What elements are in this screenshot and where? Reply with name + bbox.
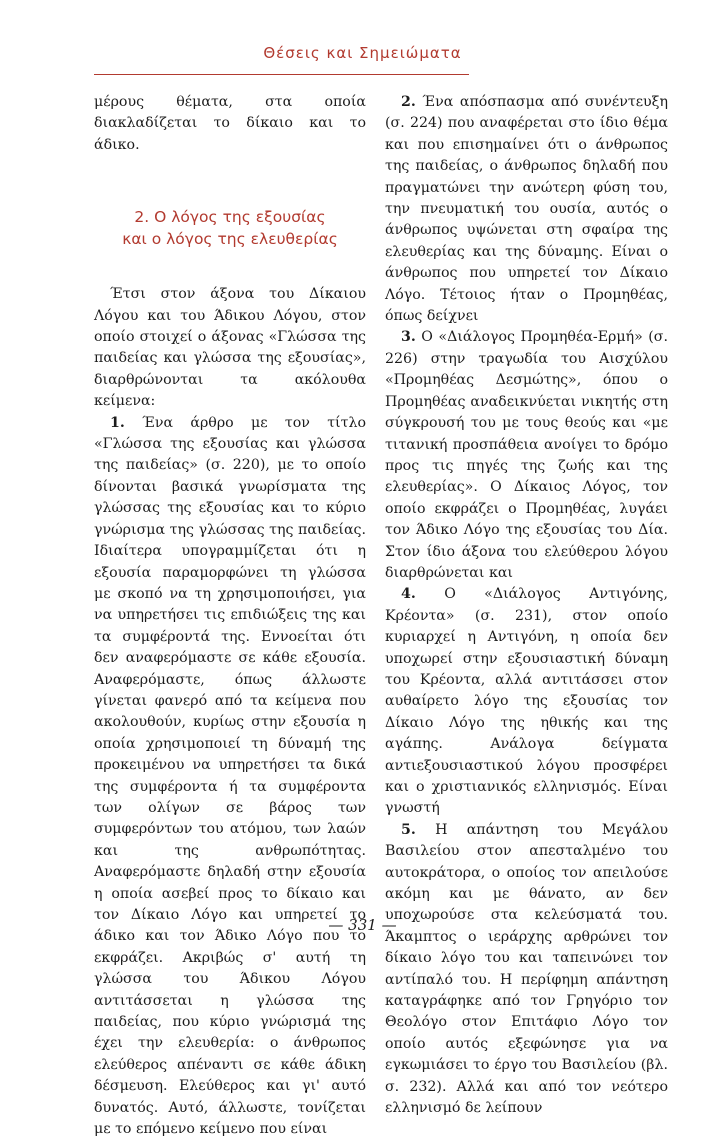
intro-paragraph: μέρους θέματα, στα οποία διακλαδίζεται το δίκαιο και το άδικο.	[94, 94, 366, 153]
list-item-5	[385, 820, 668, 1120]
list-item-3	[385, 327, 668, 584]
list-item-4-number: 4.	[401, 586, 416, 603]
section-title-line-2: και ο λόγος της ελευθερίας	[122, 230, 338, 249]
right-column	[385, 92, 668, 1120]
list-item-3-number: 3.	[401, 329, 416, 346]
section-paragraph: Έτσι στον άξονα του Δίκαιου Λόγου και του Άδικου Λόγου, στον οποίο στοιχεί ο άξονας «Γλώσσα της παιδείας και γλώσσα της εξουσίας», διαρθρώνονται τα ακόλουθα κείμενα:	[94, 286, 366, 410]
left-column	[94, 92, 366, 1140]
list-item-2	[385, 92, 668, 327]
list-item-4-text: Ο «Διάλογος Αντιγόνης, Κρέοντα» (σ. 231), στον οποίο κυριαρχεί η Αντιγόνη, η οποία δεν υποχωρεί στην εξουσιαστική δύναμη του Κρέοντα, αλλά αντιτάσσει στον αυθαίρετο λόγο της εξουσίας τον Δίκαιο Λόγο της ηθικής και της αγάπης. Ανάλογα δείγματα αντιεξουσιαστικού λόγου προσφέρει και ο χριστιανικός ελληνισμός. Είναι γνωστή	[385, 586, 668, 817]
list-item-4	[385, 584, 668, 819]
list-item-5-text: Η απάντηση του Μεγάλου Βασιλείου στον απεσταλμένο του αυτοκράτορα, ο οποίος τον απειλούσε ακόμη και με θάνατο, αν δεν υποχωρούσε στα κελεύσματά του. Άκαμπτος ο ιεράρχης αρθρώνει τον δίκαιο λόγο του και ταπεινώνει τον αντίπαλό του. Η περίφημη απάντηση καταγράφηκε από τον Γρηγόριο τον Θεολόγο στον Επιτάφιο Λόγο τον οποίο αυτός εξεφώνησε για να εγκωμιάσει το έργο του Βασιλείου (βλ. σ. 232). Αλλά και από τον νεότερο ελληνισμό δε λείπουν	[385, 821, 668, 1117]
running-header: Θέσεις και Σημειώματα	[263, 44, 462, 62]
section-title-line-1: 2. Ο λόγος της εξουσίας	[134, 208, 326, 227]
list-item-2-text: Ένα απόσπασμα από συνέντευξη (σ. 224) που αναφέρεται στο ίδιο θέμα και που επισημαίνει ότι ο άνθρωπος της παιδείας, ο άνθρωπος δηλαδή που πραγματώνει την ανώτερη φύση του, την πνευματική του ουσία, αυτός ο άνθρωπος υψώνεται στη σφαίρα της ελευθερίας και της δύναμης. Είναι ο άνθρωπος που υπηρετεί τον Δίκαιο Λόγο. Τέτοιος ήταν ο Προμηθέας, όπως δείχνει	[385, 94, 668, 325]
section-title	[94, 206, 366, 250]
list-item-1-text: Ένα άρθρο με τον τίτλο «Γλώσσα της εξουσίας και γλώσσα της παιδείας» (σ. 220), με το οποίο δίνονται βασικά γνωρίσματα της γλώσσας της εξουσίας και το κύριο γνώρισμα της γλώσσας της παιδείας. Ιδιαίτερα υπογραμμίζεται ότι η εξουσία παραμορφώνει τη γλώσσα με σκοπό να τη χρησιμοποιήσει, για να υπηρετήσει τις επιδιώξεις της και τα συμφέροντά της. Εννοείται ότι δεν αναφερόμαστε σε κάθε εξουσία. Αναφερόμαστε, όπως άλλωστε γίνεται φανερό από τα κείμενα που ακολουθούν, κυρίως στην εξουσία η οποία χρησιμοποιεί τη δύναμή της προκειμένου να υπηρετήσει τα δικά της συμφέροντα ή τα συμφέροντα των ολίγων σε βάρος των συμφερόντων του ατόμου, των λαών και της ανθρωπότητας. Αναφερόμαστε δηλαδή στην εξουσία η οποία ασεβεί προς το δίκαιο και τον Δίκαιο Λόγο και υπηρετεί το άδικο και τον Άδικο Λόγο που το εκφράζει. Ακριβώς σ' αυτή τη γλώσσα του Άδικου Λόγου αντιτάσσεται η γλώσσα της παιδείας, που κύριο γνώρισμά της έχει την ελευθερία: ο άνθρωπος ελεύθερος απέναντι σε κάθε άδικη δέσμευση. Ελεύθερος και γι' αυτό δυνατός. Αυτό, άλλωστε, τονίζεται με το επόμενο κείμενο που είναι	[94, 414, 366, 1138]
list-item-5-number: 5.	[401, 821, 416, 838]
list-item-3-text: Ο «Διάλογος Προμηθέα-Ερμή» (σ. 226) στην τραγωδία του Αισχύλου «Προμηθέας Δεσμώτης», όπου ο Προμηθέας αναδεικνύεται νικητής στη σύγκρουσή του με τους θεούς και «με τιτανική προσπάθεια ανοίγει το δρόμο προς τις πηγές της ζωής και της ελευθερίας». Ο Δίκαιος Λόγος, τον οποίο εκφράζει ο Προμηθέας, λυγάει τον Άδικο Λόγο της εξουσίας του Δία. Στον ίδιο άξονα του ελεύθερου λόγου διαρθρώνεται και	[385, 329, 668, 581]
list-item-2-number: 2.	[401, 94, 416, 110]
header-rule	[94, 74, 469, 75]
list-item-1	[94, 413, 366, 1140]
list-item-1-number: 1.	[110, 414, 125, 431]
page-number: — 331 —	[328, 916, 397, 934]
